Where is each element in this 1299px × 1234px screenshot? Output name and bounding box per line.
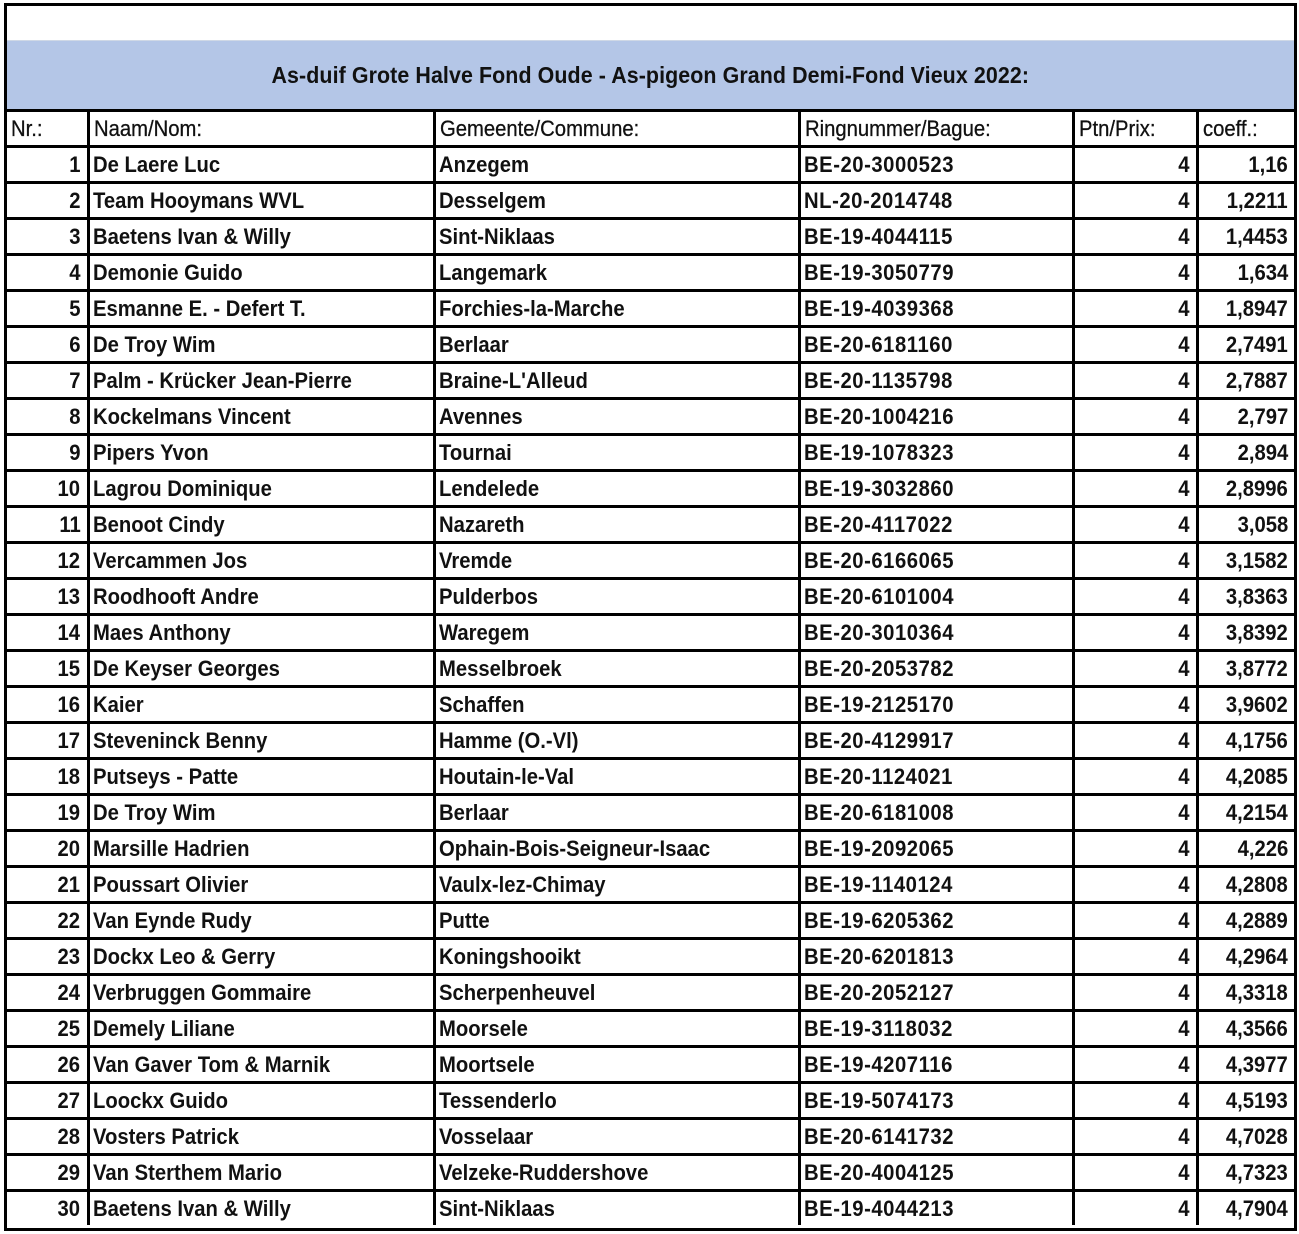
table-row [7, 615, 1294, 651]
cell-points: 4 [1073, 579, 1197, 615]
cell-nr: 24 [7, 975, 88, 1011]
cell-commune: Vremde [434, 543, 799, 579]
blank-spacer-row [7, 6, 1294, 41]
cell-coeff: 4,1756 [1197, 723, 1294, 759]
cell-ring: BE-20-6166065 [799, 543, 1073, 579]
cell-nr: 13 [7, 579, 88, 615]
table-row [7, 759, 1294, 795]
cell-ring: NL-20-2014748 [799, 183, 1073, 219]
header-nr: Nr.: [7, 112, 88, 147]
cell-points: 4 [1073, 975, 1197, 1011]
cell-name: Marsille Hadrien [88, 831, 434, 867]
cell-points: 4 [1073, 363, 1197, 399]
table-row [7, 651, 1294, 687]
cell-nr: 1 [7, 147, 88, 183]
cell-points: 4 [1073, 831, 1197, 867]
cell-points: 4 [1073, 1119, 1197, 1155]
cell-points: 4 [1073, 291, 1197, 327]
cell-coeff: 1,634 [1197, 255, 1294, 291]
cell-coeff: 2,797 [1197, 399, 1294, 435]
cell-name: Van Sterthem Mario [88, 1155, 434, 1191]
cell-coeff: 4,3318 [1197, 975, 1294, 1011]
cell-commune: Waregem [434, 615, 799, 651]
cell-nr: 4 [7, 255, 88, 291]
cell-name: Van Gaver Tom & Marnik [88, 1047, 434, 1083]
cell-nr: 20 [7, 831, 88, 867]
table-row [7, 903, 1294, 939]
cell-ring: BE-19-3050779 [799, 255, 1073, 291]
cell-coeff: 4,226 [1197, 831, 1294, 867]
cell-commune: Sint-Niklaas [434, 219, 799, 255]
cell-points: 4 [1073, 1047, 1197, 1083]
cell-nr: 11 [7, 507, 88, 543]
cell-name: Esmanne E. - Defert T. [88, 291, 434, 327]
cell-ring: BE-20-2053782 [799, 651, 1073, 687]
cell-points: 4 [1073, 615, 1197, 651]
cell-points: 4 [1073, 399, 1197, 435]
cell-nr: 29 [7, 1155, 88, 1191]
cell-nr: 9 [7, 435, 88, 471]
table-row [7, 1155, 1294, 1191]
cell-ring: BE-20-4129917 [799, 723, 1073, 759]
header-coeff: coeff.: [1197, 112, 1294, 147]
cell-coeff: 4,7904 [1197, 1191, 1294, 1226]
cell-coeff: 4,2808 [1197, 867, 1294, 903]
cell-commune: Nazareth [434, 507, 799, 543]
cell-name: Van Eynde Rudy [88, 903, 434, 939]
cell-commune: Velzeke-Ruddershove [434, 1155, 799, 1191]
cell-name: Baetens Ivan & Willy [88, 219, 434, 255]
cell-ring: BE-20-3010364 [799, 615, 1073, 651]
cell-ring: BE-19-2092065 [799, 831, 1073, 867]
cell-coeff: 3,8392 [1197, 615, 1294, 651]
table-row [7, 327, 1294, 363]
cell-ring: BE-19-4044115 [799, 219, 1073, 255]
cell-coeff: 2,894 [1197, 435, 1294, 471]
results-sheet [4, 3, 1297, 1231]
sheet-title: As-duif Grote Halve Fond Oude - As-pigeon Grand Demi-Fond Vieux 2022: [271, 61, 1030, 88]
cell-name: Poussart Olivier [88, 867, 434, 903]
table-row [7, 1119, 1294, 1155]
cell-nr: 2 [7, 183, 88, 219]
cell-ring: BE-19-1140124 [799, 867, 1073, 903]
cell-name: Demonie Guido [88, 255, 434, 291]
cell-name: Kockelmans Vincent [88, 399, 434, 435]
cell-points: 4 [1073, 1191, 1197, 1226]
cell-commune: Avennes [434, 399, 799, 435]
cell-coeff: 1,2211 [1197, 183, 1294, 219]
cell-name: Vercammen Jos [88, 543, 434, 579]
cell-ring: BE-19-1078323 [799, 435, 1073, 471]
cell-ring: BE-20-3000523 [799, 147, 1073, 183]
cell-name: Putseys - Patte [88, 759, 434, 795]
cell-ring: BE-19-3032860 [799, 471, 1073, 507]
cell-commune: Anzegem [434, 147, 799, 183]
cell-name: Vosters Patrick [88, 1119, 434, 1155]
cell-commune: Vosselaar [434, 1119, 799, 1155]
cell-commune: Vaulx-lez-Chimay [434, 867, 799, 903]
cell-coeff: 1,4453 [1197, 219, 1294, 255]
title-band [7, 41, 1294, 112]
cell-coeff: 3,058 [1197, 507, 1294, 543]
cell-nr: 12 [7, 543, 88, 579]
cell-name: Demely Liliane [88, 1011, 434, 1047]
table-row [7, 1083, 1294, 1119]
cell-commune: Hamme (O.-Vl) [434, 723, 799, 759]
cell-coeff: 3,9602 [1197, 687, 1294, 723]
cell-nr: 3 [7, 219, 88, 255]
cell-points: 4 [1073, 255, 1197, 291]
table-row [7, 219, 1294, 255]
cell-coeff: 1,8947 [1197, 291, 1294, 327]
header-points: Ptn/Prix: [1073, 112, 1197, 147]
cell-ring: BE-19-2125170 [799, 687, 1073, 723]
table-row [7, 1047, 1294, 1083]
cell-ring: BE-19-5074173 [799, 1083, 1073, 1119]
cell-name: Pipers Yvon [88, 435, 434, 471]
cell-nr: 15 [7, 651, 88, 687]
cell-nr: 23 [7, 939, 88, 975]
cell-commune: Braine-L'Alleud [434, 363, 799, 399]
header-commune: Gemeente/Commune: [434, 112, 799, 147]
cell-name: De Laere Luc [88, 147, 434, 183]
cell-coeff: 2,8996 [1197, 471, 1294, 507]
table-row [7, 831, 1294, 867]
cell-ring: BE-20-6201813 [799, 939, 1073, 975]
cell-ring: BE-20-6101004 [799, 579, 1073, 615]
cell-name: Baetens Ivan & Willy [88, 1191, 434, 1226]
cell-points: 4 [1073, 903, 1197, 939]
cell-nr: 27 [7, 1083, 88, 1119]
table-row [7, 471, 1294, 507]
cell-commune: Putte [434, 903, 799, 939]
cell-commune: Houtain-le-Val [434, 759, 799, 795]
cell-commune: Moortsele [434, 1047, 799, 1083]
cell-ring: BE-19-4207116 [799, 1047, 1073, 1083]
results-table [7, 112, 1294, 1225]
table-row [7, 543, 1294, 579]
cell-name: De Troy Wim [88, 327, 434, 363]
table-row [7, 291, 1294, 327]
cell-name: Maes Anthony [88, 615, 434, 651]
cell-name: Kaier [88, 687, 434, 723]
table-row [7, 147, 1294, 183]
cell-points: 4 [1073, 471, 1197, 507]
table-row [7, 363, 1294, 399]
cell-commune: Forchies-la-Marche [434, 291, 799, 327]
cell-points: 4 [1073, 219, 1197, 255]
cell-coeff: 4,2085 [1197, 759, 1294, 795]
header-ring: Ringnummer/Bague: [799, 112, 1073, 147]
cell-nr: 21 [7, 867, 88, 903]
cell-coeff: 3,1582 [1197, 543, 1294, 579]
cell-commune: Pulderbos [434, 579, 799, 615]
table-row [7, 1191, 1294, 1226]
cell-nr: 30 [57, 1196, 81, 1221]
cell-ring: BE-20-1135798 [799, 363, 1073, 399]
table-row [7, 687, 1294, 723]
cell-commune: Moorsele [434, 1011, 799, 1047]
cell-coeff: 4,2889 [1197, 903, 1294, 939]
cell-ring: BE-19-3118032 [799, 1011, 1073, 1047]
cell-points: 4 [1073, 147, 1197, 183]
table-row [7, 723, 1294, 759]
cell-coeff: 1,16 [1197, 147, 1294, 183]
table-row [7, 939, 1294, 975]
cell-name: Benoot Cindy [88, 507, 434, 543]
header-row [7, 112, 1294, 147]
cell-name: Dockx Leo & Gerry [88, 939, 434, 975]
table-row [7, 795, 1294, 831]
cell-nr: 25 [7, 1011, 88, 1047]
cell-nr: 14 [7, 615, 88, 651]
cell-nr: 17 [7, 723, 88, 759]
cell-ring: BE-20-4117022 [799, 507, 1073, 543]
cell-points: 4 [1073, 759, 1197, 795]
table-row [7, 507, 1294, 543]
cell-nr: 22 [7, 903, 88, 939]
cell-nr: 28 [7, 1119, 88, 1155]
cell-commune: Schaffen [434, 687, 799, 723]
cell-coeff: 4,7028 [1197, 1119, 1294, 1155]
cell-coeff: 4,5193 [1197, 1083, 1294, 1119]
cell-nr: 5 [7, 291, 88, 327]
cell-ring: BE-20-6141732 [799, 1119, 1073, 1155]
cell-commune: Desselgem [434, 183, 799, 219]
cell-ring: BE-20-6181160 [799, 327, 1073, 363]
cell-coeff: 4,2154 [1197, 795, 1294, 831]
cell-nr: 10 [7, 471, 88, 507]
cell-nr: 18 [7, 759, 88, 795]
cell-points: 4 [1073, 723, 1197, 759]
cell-ring: BE-20-1004216 [799, 399, 1073, 435]
table-row [7, 867, 1294, 903]
cell-nr: 8 [7, 399, 88, 435]
cell-coeff: 3,8772 [1197, 651, 1294, 687]
cell-ring: BE-20-2052127 [799, 975, 1073, 1011]
cell-nr: 6 [7, 327, 88, 363]
cell-name: Team Hooymans WVL [88, 183, 434, 219]
cell-name: Loockx Guido [88, 1083, 434, 1119]
cell-commune: Lendelede [434, 471, 799, 507]
cell-commune: Messelbroek [434, 651, 799, 687]
cell-name: Lagrou Dominique [88, 471, 434, 507]
table-row [7, 1011, 1294, 1047]
cell-commune: Scherpenheuvel [434, 975, 799, 1011]
cell-commune: Ophain-Bois-Seigneur-Isaac [434, 831, 799, 867]
cell-commune: Tessenderlo [434, 1083, 799, 1119]
cell-points: 4 [1073, 939, 1197, 975]
cell-nr: 26 [7, 1047, 88, 1083]
cell-name: Verbruggen Gommaire [88, 975, 434, 1011]
cell-coeff: 2,7887 [1197, 363, 1294, 399]
cell-name: Steveninck Benny [88, 723, 434, 759]
table-row [7, 975, 1294, 1011]
cell-nr: 7 [7, 363, 88, 399]
cell-coeff: 4,3566 [1197, 1011, 1294, 1047]
cell-points: 4 [1073, 543, 1197, 579]
cell-commune: Berlaar [434, 327, 799, 363]
cell-coeff: 4,7323 [1197, 1155, 1294, 1191]
cell-coeff: 2,7491 [1197, 327, 1294, 363]
cell-commune: Koningshooikt [434, 939, 799, 975]
cell-points: 4 [1073, 183, 1197, 219]
cell-points: 4 [1073, 687, 1197, 723]
cell-points: 4 [1073, 507, 1197, 543]
cell-points: 4 [1073, 1083, 1197, 1119]
table-row [7, 579, 1294, 615]
cell-ring: BE-20-6181008 [799, 795, 1073, 831]
cell-name: De Keyser Georges [88, 651, 434, 687]
cell-commune: Berlaar [434, 795, 799, 831]
cell-points: 4 [1073, 327, 1197, 363]
cell-points: 4 [1073, 1011, 1197, 1047]
cell-name: Palm - Krücker Jean-Pierre [88, 363, 434, 399]
table-row [7, 399, 1294, 435]
cell-ring: BE-19-6205362 [799, 903, 1073, 939]
cell-points: 4 [1073, 1155, 1197, 1191]
cell-commune: Sint-Niklaas [434, 1191, 799, 1226]
table-row [7, 255, 1294, 291]
cell-coeff: 4,3977 [1197, 1047, 1294, 1083]
cell-nr: 16 [7, 687, 88, 723]
cell-ring: BE-20-1124021 [799, 759, 1073, 795]
cell-ring: BE-19-4044213 [799, 1191, 1073, 1226]
table-row [7, 183, 1294, 219]
table-row [7, 435, 1294, 471]
cell-points: 4 [1073, 651, 1197, 687]
cell-commune: Langemark [434, 255, 799, 291]
cell-points: 4 [1073, 867, 1197, 903]
cell-name: Roodhooft Andre [88, 579, 434, 615]
cell-ring: BE-20-4004125 [799, 1155, 1073, 1191]
cell-commune: Tournai [434, 435, 799, 471]
cell-points: 4 [1073, 435, 1197, 471]
header-name: Naam/Nom: [88, 112, 434, 147]
cell-ring: BE-19-4039368 [799, 291, 1073, 327]
cell-nr: 19 [7, 795, 88, 831]
cell-name: De Troy Wim [88, 795, 434, 831]
cell-coeff: 4,2964 [1197, 939, 1294, 975]
cell-coeff: 3,8363 [1197, 579, 1294, 615]
cell-points: 4 [1073, 795, 1197, 831]
